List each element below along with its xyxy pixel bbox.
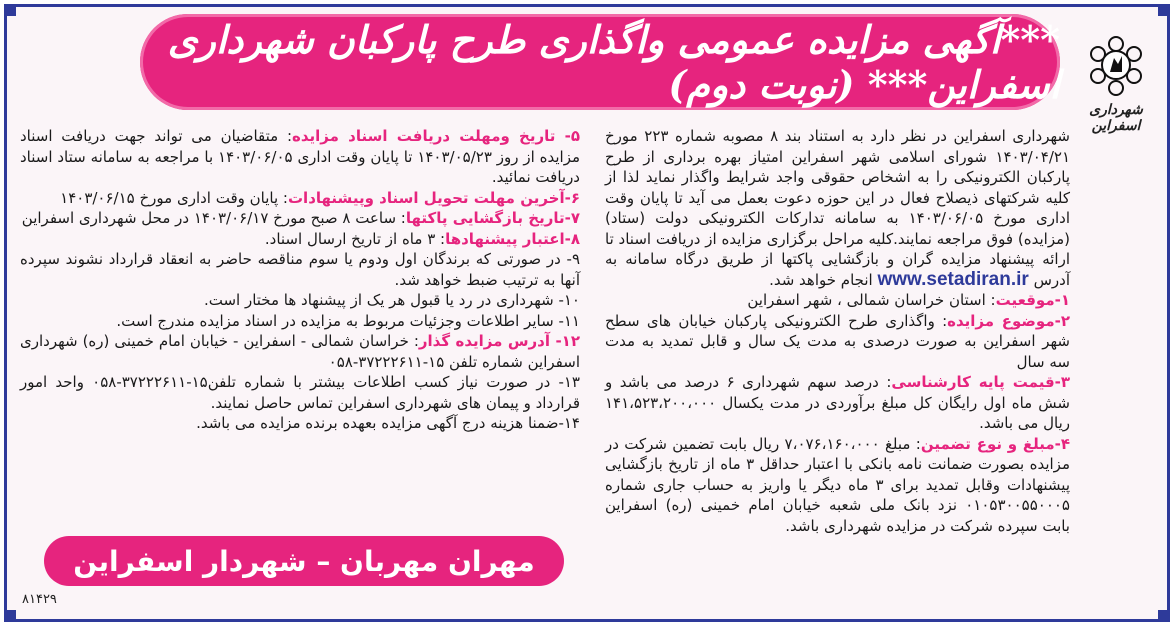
item-label: ۴-مبلغ و نوع تضمین	[920, 434, 1071, 453]
ad-title: ***آگهی مزایده عمومی واگذاری طرح پارکبان شهرداری اسفراین*** (نوبت دوم)	[167, 17, 1060, 107]
list-item	[605, 434, 1070, 537]
item-text: : متقاضیان می تواند جهت دریافت اسناد مزایده از روز ۱۴۰۳/۰۵/۲۳ تا پایان وقت اداری ۱۴۰۳/۰۶/۰۵ با مراجعه به سامانه ستاد اسناد دریافت نمائید.	[20, 127, 581, 186]
website-link[interactable]: www.setadiran.ir	[877, 268, 1029, 290]
item-text: : واگذاری طرح الکترونیکی پارکبان خیابان های سطح شهر اسفراین به صورت درصدی به مدت یک سال و قابل تمدید به مدت سه سال	[605, 311, 1070, 371]
list-item	[605, 311, 1070, 373]
item-label: ۵- تاریخ ومهلت دریافت اسناد مزایده	[292, 127, 581, 145]
item-label: ۱-موقعیت	[995, 291, 1070, 309]
list-item	[20, 413, 580, 434]
item-text: ۹- در صورتی که برندگان اول ودوم یا سوم مناقصه حاضر به انعقاد قرارداد نشوند سپرده آنها به ترتیب ضبط خواهد شد.	[20, 250, 580, 289]
item-text: ۱۳- در صورت نیاز کسب اطلاعات بیشتر با شماره تلفن۱۵-۳۷۲۲۲۶۱۱-۰۵۸ واحد امور قرارداد و پیمان های شهرداری اسفراین تماس حاصل نمایند.	[20, 373, 580, 412]
list-item	[20, 208, 580, 229]
list-item	[20, 229, 580, 250]
item-text: : درصد سهم شهرداری ۶ درصد می باشد و شش ماه اول رایگان کل مبلغ برآوردی در مدت یکسال ۱۴۱،۵۲۳،۲۰۰،۰۰۰ ریال می باشد.	[605, 373, 1070, 432]
list-item	[605, 290, 1070, 311]
item-label: ۲-موضوع مزایده	[947, 311, 1070, 330]
signature-banner	[44, 536, 564, 586]
signature-text: مهران مهربان – شهردار اسفراین	[73, 544, 535, 578]
item-text: : خراسان شمالی - اسفراین - خیابان امام خمینی (ره) شهرداری اسفراین شماره تلفن ۱۵-۳۷۲۲۲۶۱۱-۰۵۸	[20, 332, 580, 371]
item-label: ۱۲- آدرس مزایده گذار	[418, 332, 580, 350]
frame-corner	[1158, 4, 1170, 16]
intro-end: انجام خواهد شد.	[769, 270, 873, 289]
right-column	[605, 126, 1070, 536]
list-item	[20, 372, 580, 413]
ad-title-banner	[140, 14, 1060, 110]
frame-corner	[4, 4, 16, 16]
intro-paragraph	[605, 126, 1070, 290]
item-label: ۶-آخرین مهلت تحویل اسناد وپیشنهادات	[287, 188, 580, 207]
municipality-seal-icon	[1088, 36, 1144, 96]
list-item	[20, 331, 580, 372]
frame-corner	[1158, 610, 1170, 622]
item-text: : ساعت ۸ صبح مورخ ۱۴۰۳/۰۶/۱۷ در محل شهرداری اسفراین	[21, 209, 406, 227]
list-item	[20, 188, 580, 209]
item-label: ۳-قیمت پایه کارشناسی	[891, 373, 1071, 391]
item-text: : پایان وقت اداری مورخ ۱۴۰۳/۰۶/۱۵	[60, 188, 288, 207]
intro-text: شهرداری اسفراین در نظر دارد به استناد بند ۸ مصوبه شماره ۲۲۳ مورخ ۱۴۰۳/۰۴/۲۱ شورای اسلامی شهر اسفراین امتیاز بهره برداری از طرح پارکبان الکترونیکی را به اشخاص حقوقی واجد شرایط واگذار نماید لذا از کلیه شرکتهای ذیصلاح فعال در این حوزه دعوت بعمل می آید تا پایان وقت اداری مورخ ۱۴۰۳/۰۶/۰۵ به سامانه تدارکات الکترونیکی دولت (ستاد) (مزایده) فوق مراجعه نمایند.کلیه مراحل برگزاری مزایده از دریافت اسناد تا ارائه پیشنهاد مزایده گران و بازگشایی پاکتها از طریق درگاه سامانه به آدرس	[605, 127, 1071, 289]
item-label: ۷-تاریخ بازگشایی پاکتها	[405, 209, 580, 227]
list-item	[20, 290, 580, 311]
item-text: : استان خراسان شمالی ، شهر اسفراین	[747, 291, 996, 309]
municipality-logo	[1074, 36, 1158, 146]
logo-caption: شهرداری اسفراین	[1089, 102, 1143, 134]
list-item	[20, 249, 580, 290]
left-column	[20, 126, 580, 434]
list-item	[20, 311, 580, 332]
ad-number: ۸۱۴۲۹	[22, 592, 57, 607]
item-text: ۱۴-ضمنا هزینه درج آگهی مزایده بعهده برنده مزایده می باشد.	[196, 414, 580, 432]
item-text: : ۳ ماه از تاریخ ارسال اسناد.	[264, 229, 446, 248]
item-text: ۱۰- شهرداری در رد یا قبول هر یک از پیشنهاد ها مختار است.	[203, 291, 580, 309]
frame-corner	[4, 610, 16, 622]
list-item	[20, 126, 580, 188]
list-item	[605, 372, 1070, 434]
item-text: ۱۱- سایر اطلاعات وجزئیات مربوط به مزایده در اسناد مزایده مندرج است.	[116, 311, 580, 330]
item-text: : مبلغ ۷،۰۷۶،۱۶۰،۰۰۰ ریال بابت تضمین شرکت در مزایده بصورت ضمانت نامه بانکی با اعتبار حداقل ۳ ماه از تاریخ بازگشایی پیشنهادات وقابل تمدید برای ۳ ماه دیگر یا واریز به حساب جاری شماره ۰۱۰۵۳۰۰۵۵۰۰۰۵ نزد بانک ملی شعبه خیابان امام خمینی (ره) اسفراین بابت سپرده شرکت در مزایده شهرداری باشد.	[605, 434, 1070, 535]
item-label: ۸-اعتبار پیشنهادها	[445, 229, 580, 248]
